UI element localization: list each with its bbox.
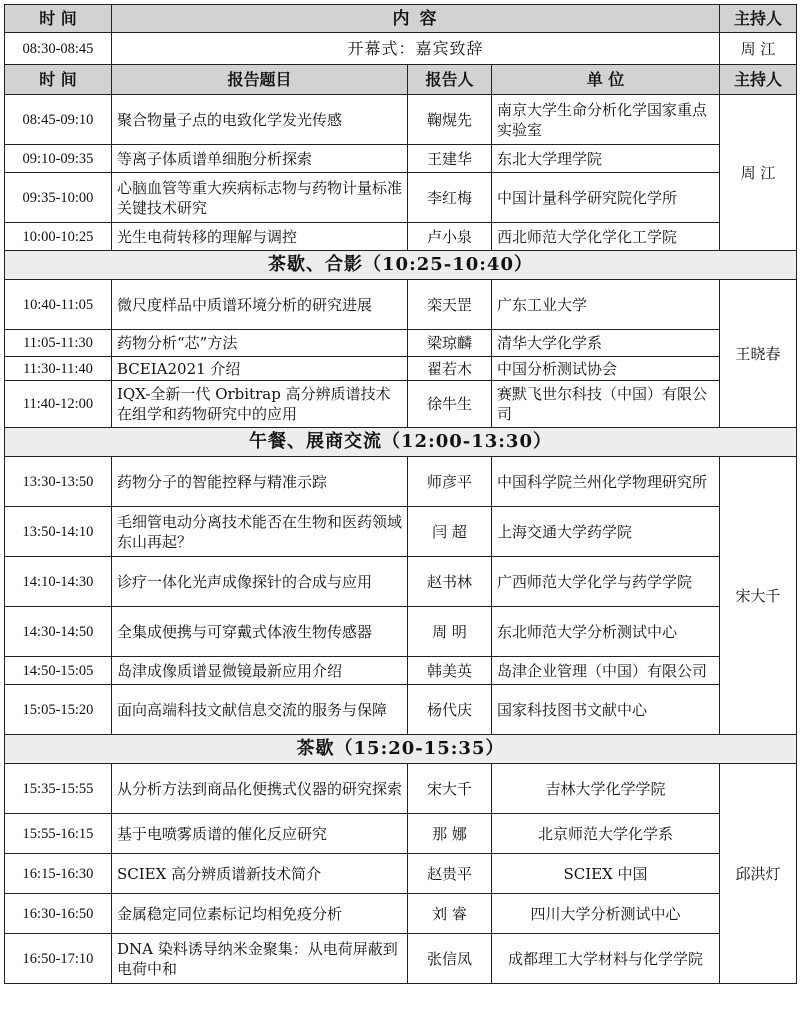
talk-time: 15:05-15:20 [5,685,112,735]
talk-time: 15:35-15:55 [5,764,112,814]
table-row [5,854,797,894]
talk-speaker: 那 娜 [408,814,492,854]
talk-unit: 广东工业大学 [492,280,720,330]
table-row [5,607,797,657]
talk-unit: 东北师范大学分析测试中心 [492,607,720,657]
break-row [5,735,797,764]
talk-time: 13:50-14:10 [5,507,112,557]
table-row [5,814,797,854]
talk-speaker: 杨代庆 [408,685,492,735]
talk-speaker: 周 明 [408,607,492,657]
break-label: 茶歇、合影（10:25-10:40） [5,251,797,280]
subheader-row [5,65,797,95]
talk-speaker: 栾天罡 [408,280,492,330]
talk-title: 全集成便携与可穿戴式体液生物传感器 [112,607,408,657]
talk-speaker: 王建华 [408,145,492,173]
table-row [5,934,797,984]
talk-title: 诊疗一体化光声成像探针的合成与应用 [112,557,408,607]
subheader-speaker: 报告人 [408,65,492,95]
table-row [5,330,797,357]
header-content: 内 容 [112,5,720,33]
table-row [5,357,797,381]
talk-time: 16:30-16:50 [5,894,112,934]
talk-title: 心脑血管等重大疾病标志物与药物计量标准关键技术研究 [112,173,408,223]
opening-content: 开幕式：嘉宾致辞 [112,33,720,65]
talk-unit: 赛默飞世尔科技（中国）有限公司 [492,381,720,428]
opening-host: 周 江 [720,33,797,65]
table-row [5,657,797,685]
talk-unit: 国家科技图书文献中心 [492,685,720,735]
talk-title: IQX-全新一代 Orbitrap 高分辨质谱技术在组学和药物研究中的应用 [112,381,408,428]
talk-title: 聚合物量子点的电致化学发光传感 [112,95,408,145]
subheader-title: 报告题目 [112,65,408,95]
session-host: 王晓春 [720,280,797,428]
talk-time: 10:40-11:05 [5,280,112,330]
talk-unit: 清华大学化学系 [492,330,720,357]
table-row [5,457,797,507]
talk-speaker: 赵贵平 [408,854,492,894]
talk-time: 14:50-15:05 [5,657,112,685]
talk-speaker: 赵书林 [408,557,492,607]
talk-title: SCIEX 高分辨质谱新技术简介 [112,854,408,894]
subheader-host: 主持人 [720,65,797,95]
talk-unit: 南京大学生命分析化学国家重点实验室 [492,95,720,145]
talk-unit: 吉林大学化学学院 [492,764,720,814]
talk-speaker: 翟若木 [408,357,492,381]
talk-title: 岛津成像质谱显微镜最新应用介绍 [112,657,408,685]
table-row [5,223,797,251]
talk-time: 14:30-14:50 [5,607,112,657]
talk-title: 从分析方法到商品化便携式仪器的研究探索 [112,764,408,814]
talk-title: 药物分析“芯”方法 [112,330,408,357]
talk-title: 微尺度样品中质谱环境分析的研究进展 [112,280,408,330]
talk-title: 金属稳定同位素标记均相免疫分析 [112,894,408,934]
schedule-table [4,4,797,984]
talk-speaker: 鞠熀先 [408,95,492,145]
talk-time: 16:15-16:30 [5,854,112,894]
talk-speaker: 师彦平 [408,457,492,507]
talk-time: 11:05-11:30 [5,330,112,357]
table-row [5,685,797,735]
table-row [5,764,797,814]
talk-title: 毛细管电动分离技术能否在生物和医药领域东山再起？ [112,507,408,557]
talk-time: 08:45-09:10 [5,95,112,145]
talk-speaker: 韩美英 [408,657,492,685]
header-row [5,5,797,33]
talk-title: 面向高端科技文献信息交流的服务与保障 [112,685,408,735]
table-row [5,145,797,173]
table-row [5,557,797,607]
talk-time: 09:35-10:00 [5,173,112,223]
session-host: 邱洪灯 [720,764,797,984]
talk-unit: 东北大学理学院 [492,145,720,173]
session-host: 周 江 [720,95,797,251]
talk-title: 等离子体质谱单细胞分析探索 [112,145,408,173]
talk-title: BCEIA2021 介绍 [112,357,408,381]
talk-unit: 西北师范大学化学化工学院 [492,223,720,251]
header-host: 主持人 [720,5,797,33]
break-row [5,251,797,280]
talk-time: 15:55-16:15 [5,814,112,854]
talk-time: 11:30-11:40 [5,357,112,381]
talk-speaker: 卢小泉 [408,223,492,251]
talk-unit: 中国计量科学研究院化学所 [492,173,720,223]
talk-time: 16:50-17:10 [5,934,112,984]
subheader-time: 时 间 [5,65,112,95]
talk-title: 光生电荷转移的理解与调控 [112,223,408,251]
talk-title: DNA 染料诱导纳米金聚集：从电荷屏蔽到电荷中和 [112,934,408,984]
talk-time: 09:10-09:35 [5,145,112,173]
talk-speaker: 李红梅 [408,173,492,223]
talk-title: 药物分子的智能控释与精准示踪 [112,457,408,507]
opening-row [5,33,797,65]
break-row [5,428,797,457]
table-row [5,507,797,557]
talk-unit: 四川大学分析测试中心 [492,894,720,934]
talk-unit: 上海交通大学药学院 [492,507,720,557]
talk-speaker: 闫 超 [408,507,492,557]
talk-speaker: 梁琼麟 [408,330,492,357]
talk-time: 10:00-10:25 [5,223,112,251]
opening-time: 08:30-08:45 [5,33,112,65]
talk-time: 13:30-13:50 [5,457,112,507]
talk-unit: 岛津企业管理（中国）有限公司 [492,657,720,685]
table-row [5,95,797,145]
talk-unit: 中国科学院兰州化学物理研究所 [492,457,720,507]
talk-speaker: 宋大千 [408,764,492,814]
break-label: 午餐、展商交流（12:00-13:30） [5,428,797,457]
subheader-unit: 单 位 [492,65,720,95]
table-row [5,894,797,934]
talk-unit: 中国分析测试协会 [492,357,720,381]
table-row [5,381,797,428]
talk-speaker: 刘 睿 [408,894,492,934]
talk-speaker: 张信凤 [408,934,492,984]
session-host: 宋大千 [720,457,797,735]
talk-unit: 成都理工大学材料与化学学院 [492,934,720,984]
header-time: 时 间 [5,5,112,33]
talk-unit: 北京师范大学化学系 [492,814,720,854]
table-row [5,173,797,223]
break-label: 茶歇（15:20-15:35） [5,735,797,764]
talk-unit: 广西师范大学化学与药学学院 [492,557,720,607]
talk-speaker: 徐牛生 [408,381,492,428]
talk-title: 基于电喷雾质谱的催化反应研究 [112,814,408,854]
talk-time: 11:40-12:00 [5,381,112,428]
talk-time: 14:10-14:30 [5,557,112,607]
talk-unit: SCIEX 中国 [492,854,720,894]
table-row [5,280,797,330]
